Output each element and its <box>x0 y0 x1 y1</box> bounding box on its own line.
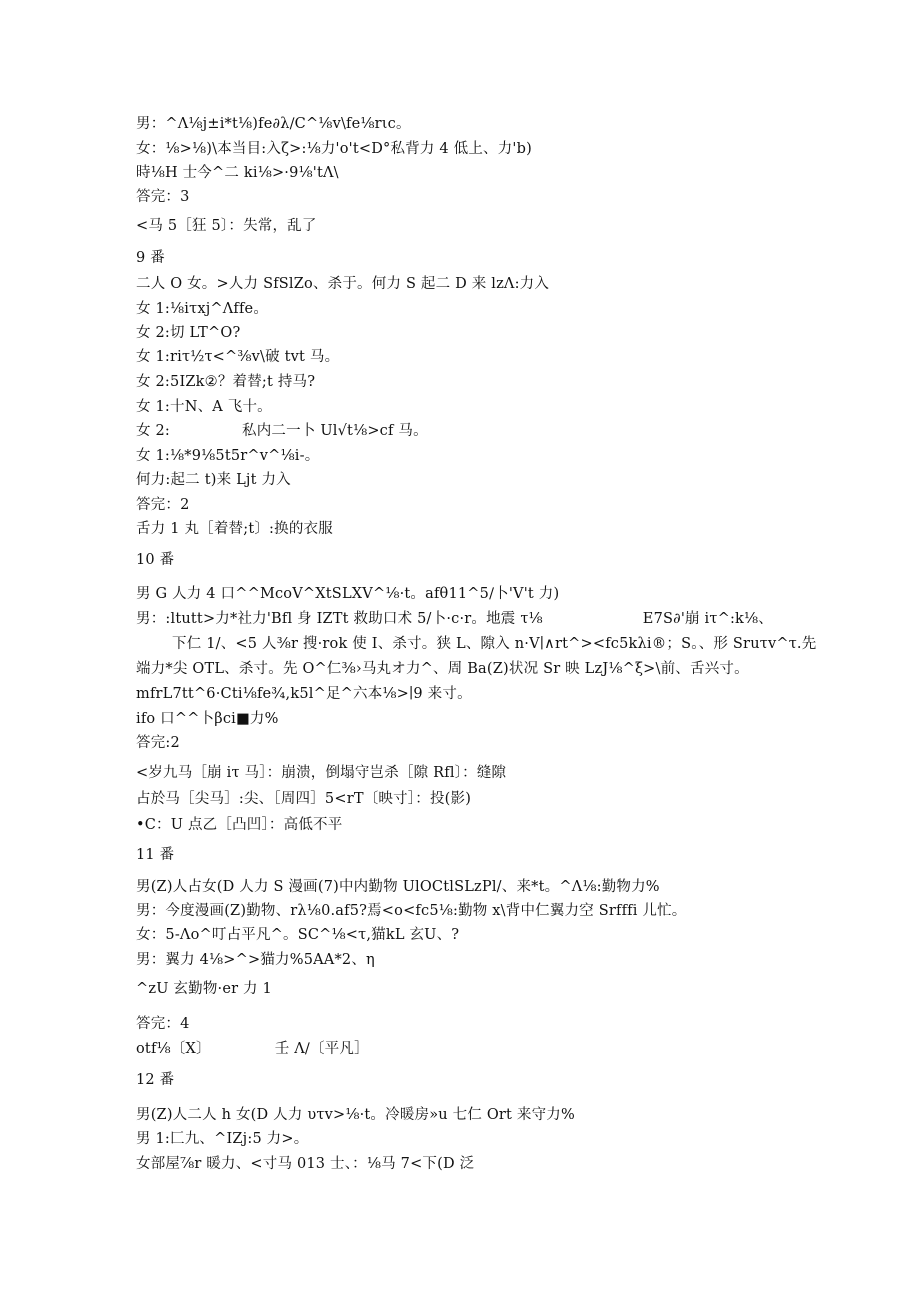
text-line: 答完：2 <box>136 497 190 513</box>
text-line: 女 2:切 LT^O? <box>136 325 241 341</box>
text-line: 女 1:十N、A 飞十。 <box>136 399 272 415</box>
text-line: <马 5［狂 5〕：失常，乱了 <box>136 218 317 234</box>
section-heading: 9 番 <box>136 250 165 266</box>
text-line: 女 1:riτ½τ<^⅜v\破 tvt 马。 <box>136 349 340 365</box>
text-line <box>136 609 773 629</box>
text-line: 男(Z)人二人 h 女(D 人力 υτv>⅛·t。冷暖房»u 七仁 Ort 来守力% <box>136 1107 575 1123</box>
text-line: 下仁 1/、<5 人⅜r 搜·rok 使 I、杀寸。狭 L、隙入 n·V∣∧rt^><fc5kλi®；S。、形 Sruτv^τ.先 <box>172 636 817 652</box>
text-line: 男(Z)人占女(D 人力 S 漫画(7)中内勤物 UlOCtlSLzPl/、来*t。^Λ⅛:勤物力% <box>136 879 660 895</box>
text-line: 女：5-Λo^叮占平凡^。SC^⅛<τ,猫kL 玄U、? <box>136 927 460 943</box>
line-part-b: 壬 Λ∕〔平凡］ <box>274 1041 369 1057</box>
text-line: mfrL7tt^6·Cti⅛fe¾,k5l^足^六本⅛>∣9 来寸。 <box>136 686 472 702</box>
line-part-a: 男：:ltutt>力*社力'Bfl 身 IZTt 救助口术 5/卜·c·r。地震 τ⅛ <box>136 611 543 627</box>
line-part-b: E7S∂'崩 iτ^:k⅛、 <box>642 611 773 627</box>
text-line: 女 2:5IZk②？着替;t 持马? <box>136 374 316 390</box>
text-line: 答完：4 <box>136 1016 190 1032</box>
text-line: 女部屋⅞r 暖力、<寸马 013 士、：⅛马 7<下(D 泛 <box>136 1156 475 1172</box>
line-part-a: otf⅛〔X〕 <box>136 1041 211 1057</box>
text-line: 女 1:⅛iτxj^Λffe。 <box>136 301 269 317</box>
section-heading: 11 番 <box>136 847 175 863</box>
section-heading: 10 番 <box>136 552 175 568</box>
text-line: 答完:2 <box>136 735 180 751</box>
text-line: 女：⅛>⅛)\本当目:入ζ>:⅛力'o't<D°私背力 4 低上、力'b) <box>136 141 532 157</box>
text-line: 男 G 人力 4 口^^McoV^XtSLXV^⅛·t。afθ11^5∕卜'V't 力) <box>136 586 560 602</box>
text-line: 答完：3 <box>136 189 190 205</box>
text-line: 占於马［尖马］:尖、［周四］5<rT〔映寸］：投(影) <box>136 791 472 807</box>
text-line: 舌力 1 丸［着替;t〕:换的衣服 <box>136 521 333 537</box>
text-line: 男：今度漫画(Z)勤物、rλ⅛0.af5?焉<o<fc5⅛:勤物 x\背中仁翼力空 Srfffi 儿忙。 <box>136 903 687 919</box>
text-line: ^zU 玄勤物·er 力 1 <box>136 981 272 997</box>
text-line: 男 1:匚九、^IZj:5 力>。 <box>136 1131 309 1147</box>
speaker-label: 女 2: <box>136 423 171 439</box>
text-line: 男：^Λ⅛j±i*t⅛)fe∂λ∕C^⅛v\fe⅛rιc。 <box>136 116 411 132</box>
text-line <box>136 1039 369 1059</box>
text-line: 何力:起二 t)来 Ljt 力入 <box>136 472 291 488</box>
section-heading: 12 番 <box>136 1072 175 1088</box>
text-line: •C：U 点乙［凸凹］：高低不平 <box>136 817 343 833</box>
text-line: 端力*尖 OTL、杀寸。先 O^仁⅜›马丸オ力^、周 Ba(Z)状况 Sr 映 LzJ⅛^ξ>\前、舌兴寸。 <box>136 661 749 677</box>
text-line: <岁九马［崩 iτ 马］：崩溃，倒塌守岂杀［隙 Rfl〕：缝隙 <box>136 765 507 781</box>
text-line: 女 1:⅛*9⅛5t5r^v^⅛i-。 <box>136 448 320 464</box>
text-line: 時⅛H 士今^二 ki⅛>·9⅛'tΛ\ <box>136 165 339 181</box>
text-line: 二人 O 女。>人力 SfSlZo、杀于。何力 S 起二 D 来 lzΛ:力入 <box>136 276 550 292</box>
text-line <box>136 421 428 441</box>
text-line: 男：翼力 4⅛>^>猫力%5AA*2、η <box>136 952 375 968</box>
speaker-text: 私内二一卜 Ul√t⅛>cf 马。 <box>242 423 428 439</box>
text-line: ifo 口^^卜βci■力% <box>136 711 279 727</box>
